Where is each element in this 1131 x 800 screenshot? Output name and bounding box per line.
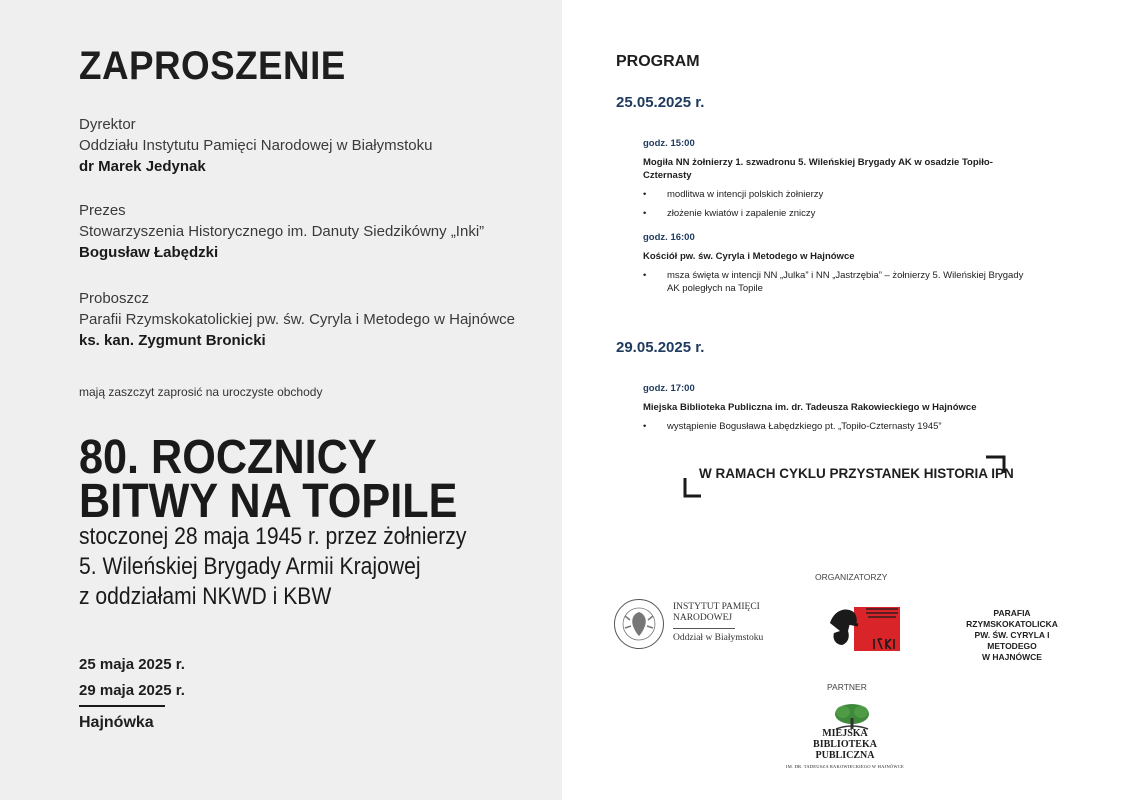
invitation-intro: mają zaszczyt zaprosić na uroczyste obchody	[79, 385, 323, 399]
event-location: Mogiła NN żołnierzy 1. szwadronu 5. Wileńskiej Brygady AK w osadzie Topiło-Czternasty	[643, 157, 993, 181]
inviter-ipn	[79, 114, 432, 177]
inviter-name: Bogusław Łabędzki	[79, 244, 219, 261]
ipn-branch: Oddział w Białymstoku	[673, 633, 764, 643]
program-day-1: 25.05.2025 r.	[616, 94, 705, 111]
subtitle-line3: z oddziałami NKWD i KBW	[79, 583, 332, 610]
event-item: • złożenie kwiatów i zapalenie zniczy	[643, 207, 1033, 220]
event-place: Hajnówka	[79, 714, 154, 731]
program-event-1	[643, 137, 1033, 226]
program-day-2: 29.05.2025 r.	[616, 339, 705, 356]
subtitle-line2: 5. Wileńskiej Brygady Armii Krajowej	[79, 553, 421, 580]
event-items	[643, 188, 1033, 220]
parish-line2: PW. ŚW. CYRYLA I METODEGO	[974, 630, 1050, 651]
event-dates	[79, 652, 185, 704]
event-location: Miejska Biblioteka Publiczna im. dr. Tadeusza Rakowieckiego w Hajnówce	[643, 402, 977, 413]
event-item: • wystąpienie Bogusława Łabędzkiego pt. „Topiło-Czternasty 1945”	[643, 420, 1033, 433]
ipn-emblem-icon	[613, 598, 665, 650]
event-time: godz. 15:00	[643, 138, 695, 149]
parish-line3: W HAJNÓWCE	[982, 652, 1042, 662]
ipn-logo-text	[673, 602, 763, 644]
program-event-2	[643, 231, 1033, 301]
event-location: Kościół pw. św. Cyryla i Metodego w Hajnówce	[643, 251, 855, 262]
subtitle-line1: stoczonej 28 maja 1945 r. przez żołnierzy	[79, 523, 467, 550]
event-item: • msza święta w intencji NN „Julka” i NN „Jastrzębia” – żołnierzy 5. Wileńskiej Brygady AK poległych na Topile	[643, 269, 1033, 295]
library-logo-text	[783, 728, 907, 772]
library-line3: IM. DR. TADEUSZA RAKOWIECKIEGO W HAJNÓWCE	[786, 764, 904, 769]
event-item: • modlitwa w intencji polskich żołnierzy	[643, 188, 1033, 201]
inviter-parish	[79, 288, 515, 351]
event-items	[643, 420, 1033, 433]
event-time: godz. 16:00	[643, 232, 695, 243]
event-date-2: 29 maja 2025 r.	[79, 682, 185, 699]
invitation-panel	[0, 0, 562, 800]
program-heading: PROGRAM	[616, 53, 700, 70]
anniversary-heading-line1: 80. ROCZNICY	[79, 431, 377, 484]
library-line2: BIBLIOTEKA PUBLICZNA	[813, 739, 877, 761]
ipn-divider	[673, 628, 735, 629]
inviter-institution: Stowarzyszenia Historycznego im. Danuty Siedzikówny „Inki”	[79, 223, 485, 240]
inviter-role: Dyrektor	[79, 116, 136, 133]
inka-association-logo-icon	[828, 601, 902, 651]
invitation-title: ZAPROSZENIE	[79, 44, 346, 88]
inviter-name: ks. kan. Zygmunt Bronicki	[79, 332, 266, 349]
library-line1: MIEJSKA	[822, 728, 868, 739]
corner-bracket-icon	[986, 455, 1006, 475]
partner-label: PARTNER	[827, 682, 867, 692]
inviter-association	[79, 200, 484, 263]
library-tree-icon	[830, 703, 874, 731]
inviter-institution: Parafii Rzymskokatolickiej pw. św. Cyryla i Metodego w Hajnówce	[79, 311, 515, 328]
inviter-role: Prezes	[79, 202, 126, 219]
anniversary-heading	[79, 431, 458, 528]
inviter-name: dr Marek Jedynak	[79, 158, 206, 175]
parish-line1: PARAFIA RZYMSKOKATOLICKA	[966, 608, 1058, 629]
ipn-name-line2: NARODOWEJ	[673, 613, 733, 623]
anniversary-heading-line2: BITWY NA TOPILE	[79, 475, 458, 528]
parish-logo-text	[953, 608, 1071, 663]
corner-bracket-icon	[683, 478, 703, 498]
divider	[79, 705, 165, 707]
event-time: godz. 17:00	[643, 383, 695, 394]
cycle-banner: W RAMACH CYKLU PRZYSTANEK HISTORIA IPN	[699, 466, 1014, 481]
program-event-3	[643, 382, 1033, 439]
event-items	[643, 269, 1033, 295]
anniversary-subtitle	[79, 522, 466, 612]
inviter-institution: Oddziału Instytutu Pamięci Narodowej w Białymstoku	[79, 137, 433, 154]
organizers-label: ORGANIZATORZY	[815, 572, 888, 582]
ipn-name-line1: INSTYTUT PAMIĘCI	[673, 602, 760, 612]
event-date-1: 25 maja 2025 r.	[79, 656, 185, 673]
inviter-role: Proboszcz	[79, 290, 150, 307]
